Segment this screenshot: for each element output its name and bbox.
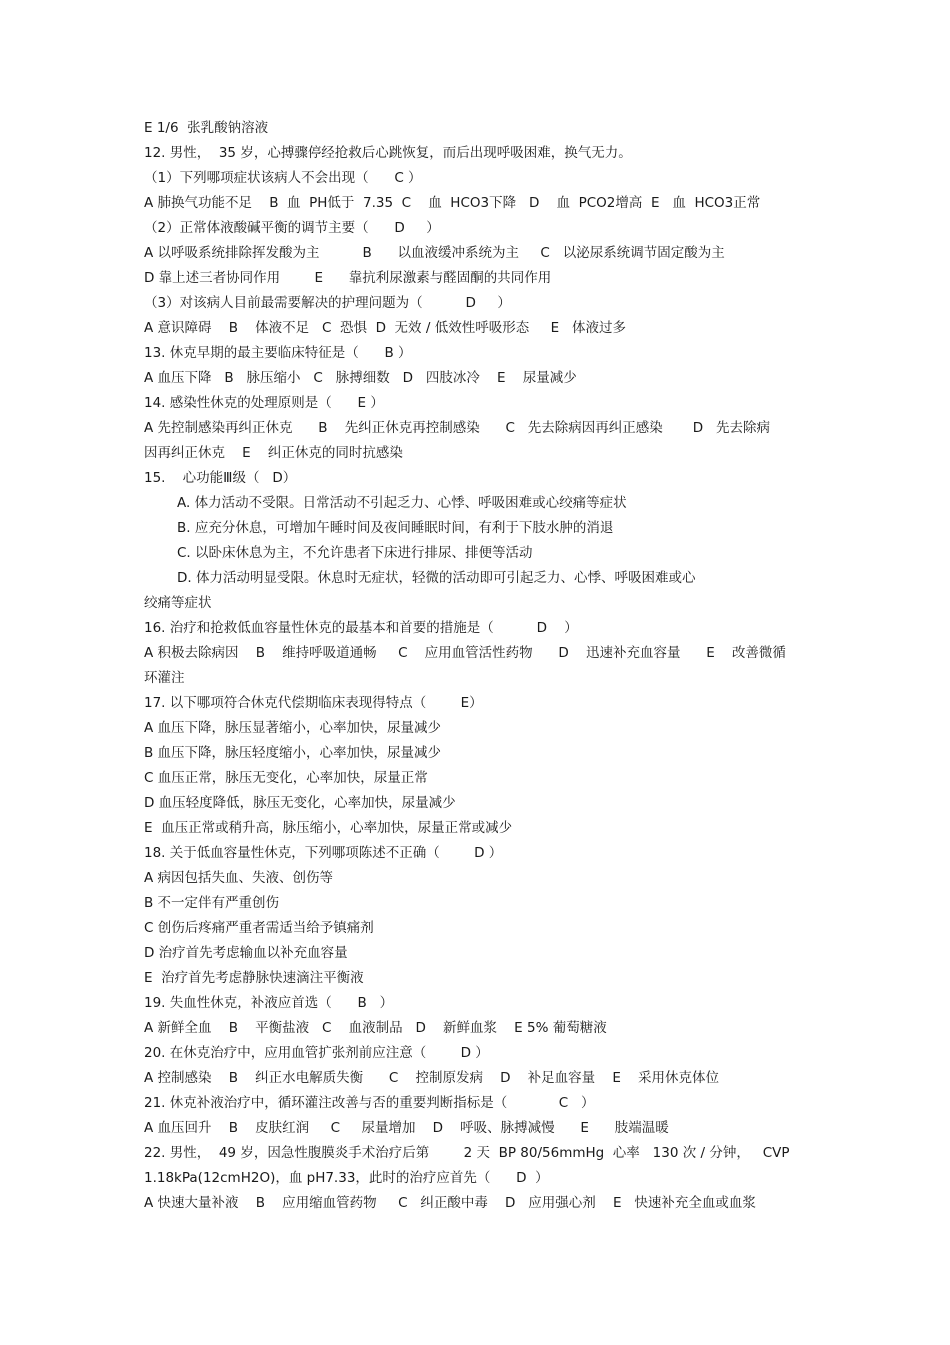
text-line: B 血压下降，脉压轻度缩小，心率加快，尿量减少 <box>144 745 442 761</box>
text-line: 22. 男性， 49 岁，因急性腹膜炎手术治疗后第 2 天 BP 80/56mmHg 心率 130 次 / 分钟， CVP <box>144 1145 790 1161</box>
text-line: 16. 治疗和抢救低血容量性休克的最基本和首要的措施是（ D ） <box>144 620 578 636</box>
text-line: A 肺换气功能不足 B 血 PH低于 7.35 C 血 HCO3下降 D 血 PCO2增高 E 血 HCO3正常 <box>144 195 761 211</box>
text-line: A 先控制感染再纠正休克 B 先纠正休克再控制感染 C 先去除病因再纠正感染 D 先去除病 <box>144 420 771 436</box>
text-line: 因再纠正休克 E 纠正休克的同时抗感染 <box>144 445 403 461</box>
text-line: B. 应充分休息，可增加午睡时间及夜间睡眠时间，有利于下肢水肿的消退 <box>177 520 614 536</box>
text-line: A 血压下降，脉压显著缩小，心率加快，尿量减少 <box>144 720 442 736</box>
document-body <box>144 116 824 1216</box>
text-line: C 血压正常，脉压无变化，心率加快，尿量正常 <box>144 770 428 786</box>
text-line: 19. 失血性休克，补液应首选（ B ） <box>144 995 394 1011</box>
text-line: 21. 休克补液治疗中，循环灌注改善与否的重要判断指标是（ C ） <box>144 1095 595 1111</box>
text-line: A 血压下降 B 脉压缩小 C 脉搏细数 D 四肢冰冷 E 尿量减少 <box>144 370 577 386</box>
text-line: A 积极去除病因 B 维持呼吸道通畅 C 应用血管活性药物 D 迅速补充血容量 E 改善微循 <box>144 645 786 661</box>
text-line: B 不一定伴有严重创伤 <box>144 895 280 911</box>
text-line: E 血压正常或稍升高，脉压缩小，心率加快，尿量正常或减少 <box>144 820 513 836</box>
text-line: （3）对该病人目前最需要解决的护理问题为（ D ） <box>144 295 511 311</box>
text-line: 13. 休克早期的最主要临床特征是（ B ） <box>144 345 412 361</box>
text-line: （2）正常体液酸碱平衡的调节主要（ D ） <box>144 220 440 236</box>
text-line: 环灌注 <box>144 670 185 686</box>
text-line: 18. 关于低血容量性休克，下列哪项陈述不正确（ D ） <box>144 845 503 861</box>
text-line: 绞痛等症状 <box>144 595 212 611</box>
text-line: 15. 心功能Ⅲ级（ D） <box>144 470 297 486</box>
text-line: A 病因包括失血、失液、创伤等 <box>144 870 334 886</box>
text-line: 14. 感染性休克的处理原则是（ E ） <box>144 395 384 411</box>
text-line: E 1/6 张乳酸钠溶液 <box>144 120 269 136</box>
text-line: C 创伤后疼痛严重者需适当给予镇痛剂 <box>144 920 374 936</box>
text-line: D. 体力活动明显受限。休息时无症状，轻微的活动即可引起乏力、心悸、呼吸困难或心 <box>177 570 696 586</box>
text-line: A 血压回升 B 皮肤红润 C 尿量增加 D 呼吸、脉搏减慢 E 肢端温暖 <box>144 1120 669 1136</box>
text-line: 17. 以下哪项符合休克代偿期临床表现得特点（ E） <box>144 695 483 711</box>
text-line: D 治疗首先考虑输血以补充血容量 <box>144 945 348 961</box>
text-line: A 新鲜全血 B 平衡盐液 C 血液制品 D 新鲜血浆 E 5% 葡萄糖液 <box>144 1020 607 1036</box>
text-line: C. 以卧床休息为主，不允许患者下床进行排尿、排便等活动 <box>177 545 533 561</box>
text-line: A 快速大量补液 B 应用缩血管药物 C 纠正酸中毒 D 应用强心剂 E 快速补充全血或血浆 <box>144 1195 756 1211</box>
text-line: D 血压轻度降低，脉压无变化，心率加快，尿量减少 <box>144 795 456 811</box>
text-line: 12. 男性， 35 岁，心搏骤停经抢救后心跳恢复，而后出现呼吸困难，换气无力。 <box>144 145 632 161</box>
text-line: E 治疗首先考虑静脉快速滴注平衡液 <box>144 970 364 986</box>
text-line: A 以呼吸系统排除挥发酸为主 B 以血液缓冲系统为主 C 以泌尿系统调节固定酸为主 <box>144 245 725 261</box>
text-line: D 靠上述三者协同作用 E 靠抗利尿激素与醛固酮的共同作用 <box>144 270 552 286</box>
text-line: A 控制感染 B 纠正水电解质失衡 C 控制原发病 D 补足血容量 E 采用休克体位 <box>144 1070 720 1086</box>
text-line: 20. 在休克治疗中，应用血管扩张剂前应注意（ D ） <box>144 1045 489 1061</box>
text-line: A. 体力活动不受限。日常活动不引起乏力、心悸、呼吸困难或心绞痛等症状 <box>177 495 627 511</box>
text-line: 1.18kPa(12cmH2O)，血 pH7.33，此时的治疗应首先（ D ） <box>144 1170 549 1186</box>
text-line: （1）下列哪项症状该病人不会出现（ C ） <box>144 170 422 186</box>
text-line: A 意识障碍 B 体液不足 C 恐惧 D 无效 / 低效性呼吸形态 E 体液过多 <box>144 320 627 336</box>
